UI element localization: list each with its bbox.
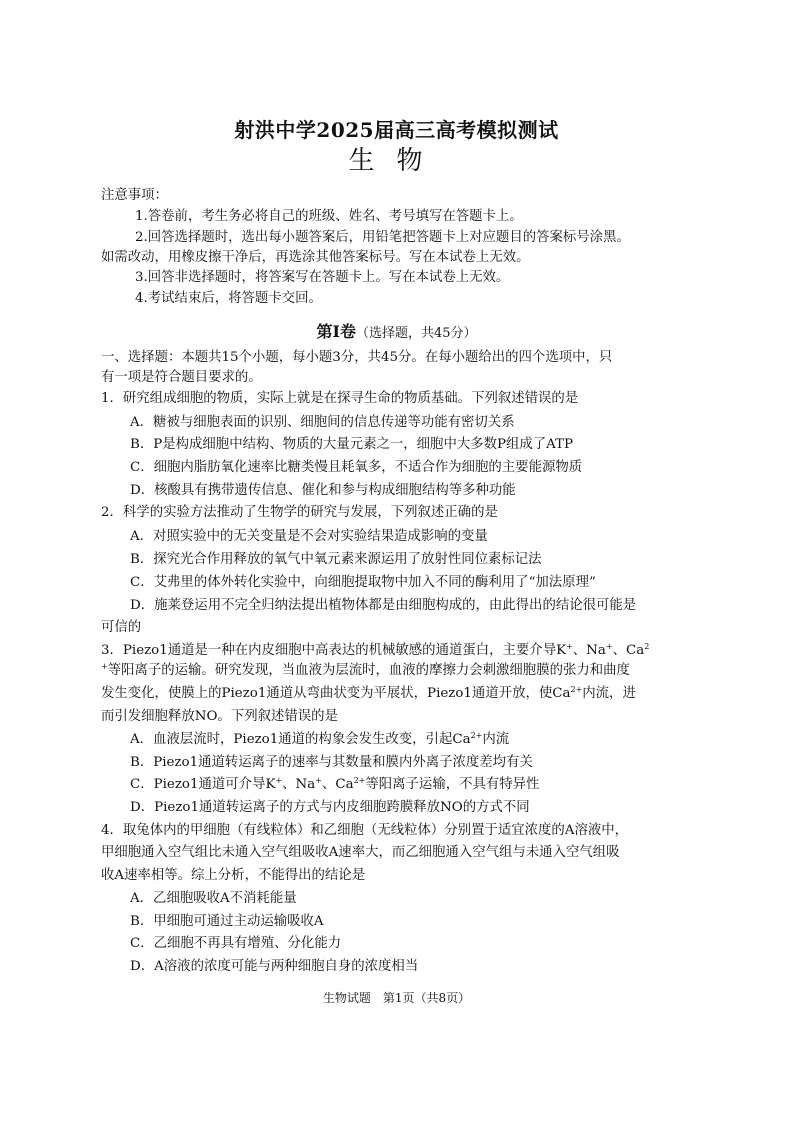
q2-option-d: D．施莱登运用不完全归纳法提出植物体都是由细胞构成的，由此得出的结论很可能是 [130, 598, 637, 613]
q3-text: 3．Piezo1通道是一种在内皮细胞中高表达的机械敏感的通道蛋白，主要介导K [101, 643, 567, 658]
q1-option-c: C．细胞内脂肪氧化速率比糖类慢且耗氧多，不适合作为细胞的主要能源物质 [130, 460, 583, 475]
q4-stem-line-3: 收A速率相等。综上分析，不能得出的结论是 [101, 868, 366, 883]
q3-stem-line-3 [101, 684, 636, 704]
notice-item-3: 3.回答非选择题时，将答案写在答题卡上。写在本试卷上无效。 [135, 270, 510, 285]
page-footer: 生物试题 第1页（共8页） [322, 991, 471, 1005]
q1-option-a: A．糖被与细胞表面的识别、细胞间的信息传递等功能有密切关系 [130, 415, 515, 430]
q3-option-c [130, 775, 539, 795]
q3-text: 、Ca [612, 643, 645, 658]
q3-stem-line-2 [101, 661, 630, 681]
q3-text: 内流，进 [582, 686, 636, 701]
q3-sup: + [566, 642, 573, 651]
q2-option-b: B．探究光合作用释放的氧气中氧元素来源运用了放射性同位素标记法 [130, 552, 542, 567]
exam-title: 射洪中学2025届高三高考模拟测试 [234, 118, 559, 142]
q4-option-c: C．乙细胞不再具有增殖、分化能力 [130, 936, 342, 951]
q3-text: 等阳离子运输，不具有特异性 [365, 777, 540, 792]
q3-sup: 2+ [570, 685, 583, 694]
q3-option-b: B．Piezo1通道转运离子的速率与其数量和膜内外离子浓度差均有关 [130, 755, 533, 770]
q1-option-b: B．P是构成细胞中结构、物质的大量元素之一，细胞中大多数P组成了ATP [130, 437, 574, 452]
q1-stem: 1．研究组成细胞的物质，实际上就是在探寻生命的物质基础。下列叙述错误的是 [101, 391, 579, 406]
q3-stem-line-1 [101, 641, 649, 661]
q2-option-c: C．艾弗里的体外转化实验中，向细胞提取物中加入不同的酶利用了“加法原理” [130, 575, 596, 590]
subject-title: 生物 [348, 146, 445, 176]
q3-text: 发生变化，使膜上的Piezo1通道从弯曲状变为平展状，Piezo1通道开放，使Ca [101, 686, 571, 701]
section-intro-line-1: 一、选择题：本题共15个小题，每小题3分，共45分。在每小题给出的四个选项中，只 [101, 350, 613, 365]
notice-item-1: 1.答卷前，考生务必将自己的班级、姓名、考号填写在答题卡上。 [135, 209, 523, 224]
notice-item-2: 2.回答选择题时，选出每小题答案后，用铅笔把答题卡上对应题目的答案标号涂黑。 [135, 230, 630, 245]
q4-option-b: B．甲细胞可通过主动运输吸收A [130, 914, 324, 929]
q3-sup: 2+ [470, 731, 483, 740]
q4-stem-line-1: 4．取兔体内的甲细胞（有线粒体）和乙细胞（无线粒体）分别置于适宜浓度的A溶液中， [101, 823, 629, 838]
q3-text: 内流 [482, 732, 510, 747]
q3-sup: 2 [644, 642, 650, 651]
notice-item-4: 4.考试结束后，将答题卡交回。 [135, 291, 322, 306]
q3-stem-line-4: 而引发细胞释放NO。下列叙述错误的是 [101, 709, 338, 724]
q3-option-d: D．Piezo1通道转运离子的方式与内皮细胞跨膜释放NO的方式不同 [130, 800, 530, 815]
section-heading [0, 319, 793, 342]
q3-sup: + [315, 776, 322, 785]
q2-option-d-cont: 可信的 [101, 620, 142, 635]
section-note: （选择题，共45分） [355, 326, 477, 341]
section-intro-line-2: 有一项是符合题目要求的。 [101, 370, 262, 385]
q3-sup: 2+ [353, 776, 366, 785]
q4-option-a: A．乙细胞吸收A不消耗能量 [130, 891, 297, 906]
notice-item-2-cont: 如需改动，用橡皮擦干净后，再选涂其他答案标号。写在本试卷上无效。 [101, 250, 530, 265]
q3-text: A．血液层流时，Piezo1通道的构象会发生改变，引起Ca [130, 732, 471, 747]
q3-text: 等阳离子的运输。研究发现，当血液为层流时，血液的摩擦力会刺激细胞膜的张力和曲度 [107, 663, 630, 678]
q3-text: 、Na [282, 777, 316, 792]
q3-sup: + [605, 642, 613, 651]
q1-option-d: D．核酸具有携带遗传信息、催化和参与构成细胞结构等多种功能 [130, 483, 516, 498]
q3-sup: + [101, 662, 108, 671]
q2-stem: 2．科学的实验方法推动了生物学的研究与发展，下列叙述正确的是 [101, 505, 498, 520]
notice-heading: 注意事项： [101, 188, 168, 203]
q3-text: 、Ca [321, 777, 354, 792]
q2-option-a: A．对照实验中的无关变量是不会对实验结果造成影响的变量 [130, 529, 488, 544]
q4-option-d: D．A溶液的浓度可能与两种细胞自身的浓度相当 [130, 959, 419, 974]
section-name: 第Ⅰ卷 [316, 322, 356, 341]
q4-stem-line-2: 甲细胞通入空气组比未通入空气组吸收A速率大，而乙细胞通入空气组与未通入空气组吸 [101, 845, 620, 860]
q3-text: C．Piezo1通道可介导K [130, 777, 276, 792]
q3-sup: + [275, 776, 283, 785]
q3-option-a [130, 730, 509, 750]
q3-text: 、Na [572, 643, 606, 658]
